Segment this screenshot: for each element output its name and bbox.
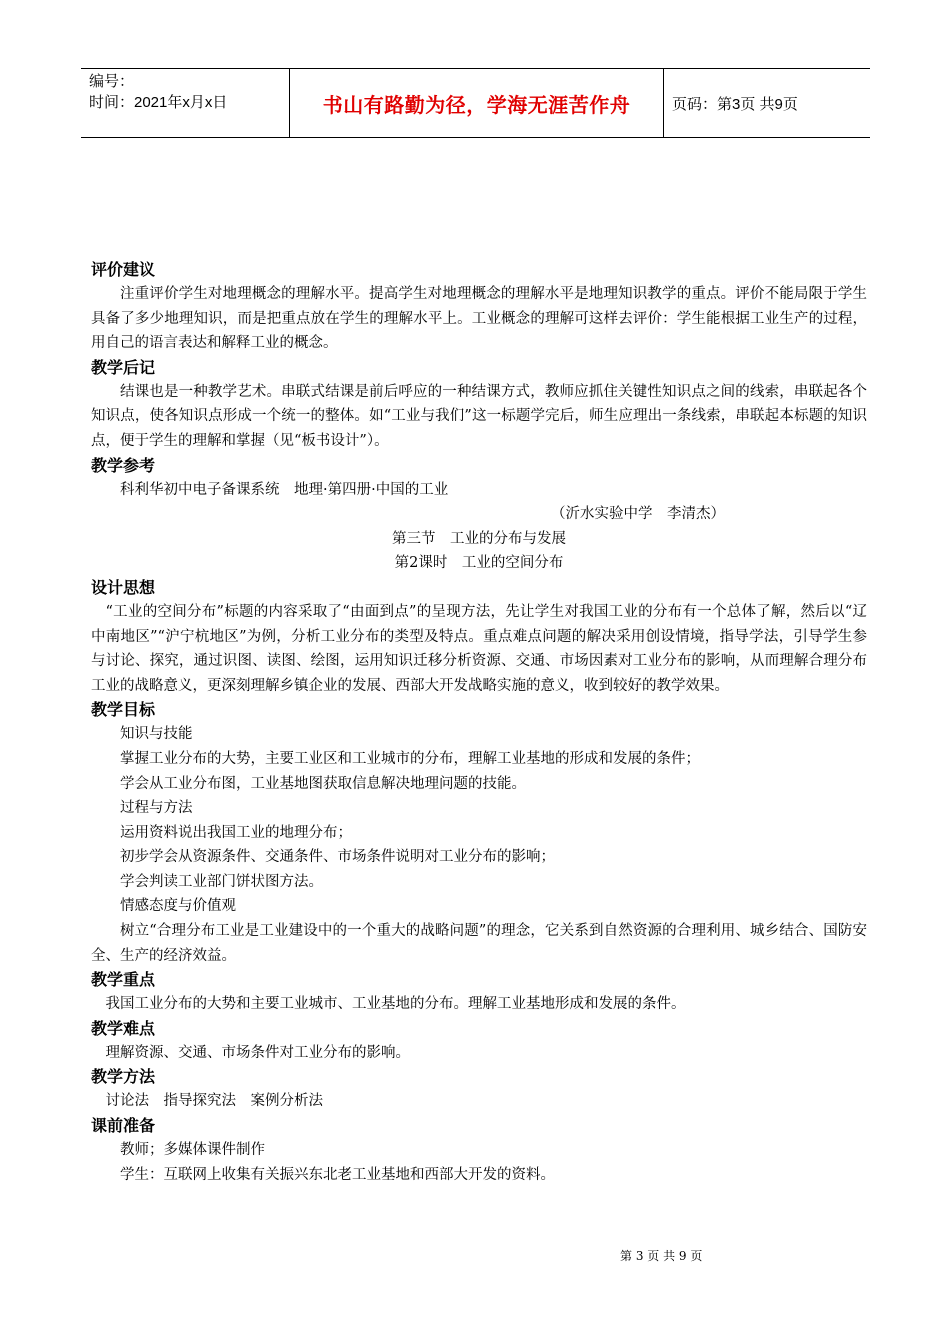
section-title-eval: 评价建议 (91, 260, 156, 279)
goal-line-6: 初步学会从资源条件、交通条件、市场条件说明对工业分布的影响； (120, 849, 555, 866)
section-title-design: 设计思想 (91, 577, 156, 597)
number-label: 编号： (89, 73, 135, 90)
goal-line-7: 学会判读工业部门饼状图方法。 (120, 873, 323, 890)
paragraph-after: 结课也是一种教学艺术。串联式结课是前后呼应的一种结课方式，教师应抓住关键性知识点之间的线索，串联起各个知识点，使各知识点形成一个统一的整体。如“工业与我们”这一标题学完后，师生应理出一条线索，串联起本标题的知识点，便于学生的理解和掌握（见“板书设计”）。 (91, 383, 867, 449)
goal-line-2: 掌握工业分布的大势，主要工业区和工业城市的分布，理解工业基地的形成和发展的条件； (120, 750, 700, 767)
section-title-ref: 教学参考 (91, 455, 156, 475)
paragraph-difficulty: 理解资源、交通、市场条件对工业分布的影响。 (105, 1044, 410, 1061)
date-label: 时间：2021年x月x日 (89, 94, 228, 111)
prep-line-1: 教师；多媒体课件制作 (120, 1142, 265, 1159)
goal-line-8: 情感态度与价值观 (120, 898, 236, 915)
paragraph-design: “工业的空间分布”标题的内容采取了“由面到点”的呈现方法，先让学生对我国工业的分布有一个总体了解，然后以“辽中南地区”“沪宁杭地区”为例，分析工业分布的类型及特点。重点难点问题的解决采用创设情境，指导学法，引导学生参与讨论、探究，通过识图、读图、绘图，运用知识迁移分析资源、交通、市场因素对工业分布的影响，从而理解合理分布工业的战略意义，更深刻理解乡镇企业的发展、西部大开发战略实施的意义，收到较好的教学效果。 (91, 603, 867, 694)
paragraph-key: 我国工业分布的大势和主要工业城市、工业基地的分布。理解工业基地形成和发展的条件。 (105, 996, 686, 1013)
header-page-label: 页码：第3页 共9页 (672, 95, 798, 113)
ref-line-3: 第三节 工业的分布与发展 (392, 530, 566, 547)
ref-line-4: 第2课时 工业的空间分布 (394, 555, 564, 572)
section-title-method: 教学方法 (91, 1067, 156, 1087)
paragraph-eval: 注重评价学生对地理概念的理解水平。提高学生对地理概念的理解水平是地理知识教学的重点。评价不能局限于学生具备了多少地理知识，而是把重点放在学生的理解水平上。工业概念的理解可这样去评价：学生能根据工业生产的过程，用自己的语言表达和解释工业的概念。 (91, 286, 867, 352)
goal-line-3: 学会从工业分布图，工业基地图获取信息解决地理问题的技能。 (120, 775, 526, 792)
goal-line-1: 知识与技能 (120, 726, 193, 743)
paragraph-method: 讨论法 指导探究法 案例分析法 (105, 1093, 323, 1110)
section-title-goals: 教学目标 (91, 700, 156, 720)
ref-line-1: 科利华初中电子备课系统 地理·第四册·中国的工业 (120, 481, 449, 498)
header-meta (81, 69, 290, 137)
page-header (81, 68, 870, 138)
section-title-key: 教学重点 (91, 970, 156, 990)
main-content (91, 258, 867, 1187)
footer-page-number: 第 3 页 共 9 页 (620, 1249, 703, 1263)
goal-line-5: 运用资料说出我国工业的地理分布； (120, 824, 352, 841)
prep-line-2: 学生：互联网上收集有关振兴东北老工业基地和西部大开发的资料。 (120, 1166, 555, 1183)
section-title-after: 教学后记 (91, 357, 156, 377)
section-title-difficulty: 教学难点 (91, 1018, 156, 1038)
header-motto: 书山有路勤为径，学海无涯苦作舟 (290, 69, 664, 137)
ref-line-2: （沂水实验中学 李清杰） (551, 506, 725, 523)
goal-line-4: 过程与方法 (120, 800, 193, 817)
goal-line-9: 树立“合理分布工业是工业建设中的一个重大的战略问题”的理念，它关系到自然资源的合理利用、城乡结合、国防安全、生产的经济效益。 (91, 923, 867, 964)
section-title-prep: 课前准备 (91, 1116, 156, 1136)
